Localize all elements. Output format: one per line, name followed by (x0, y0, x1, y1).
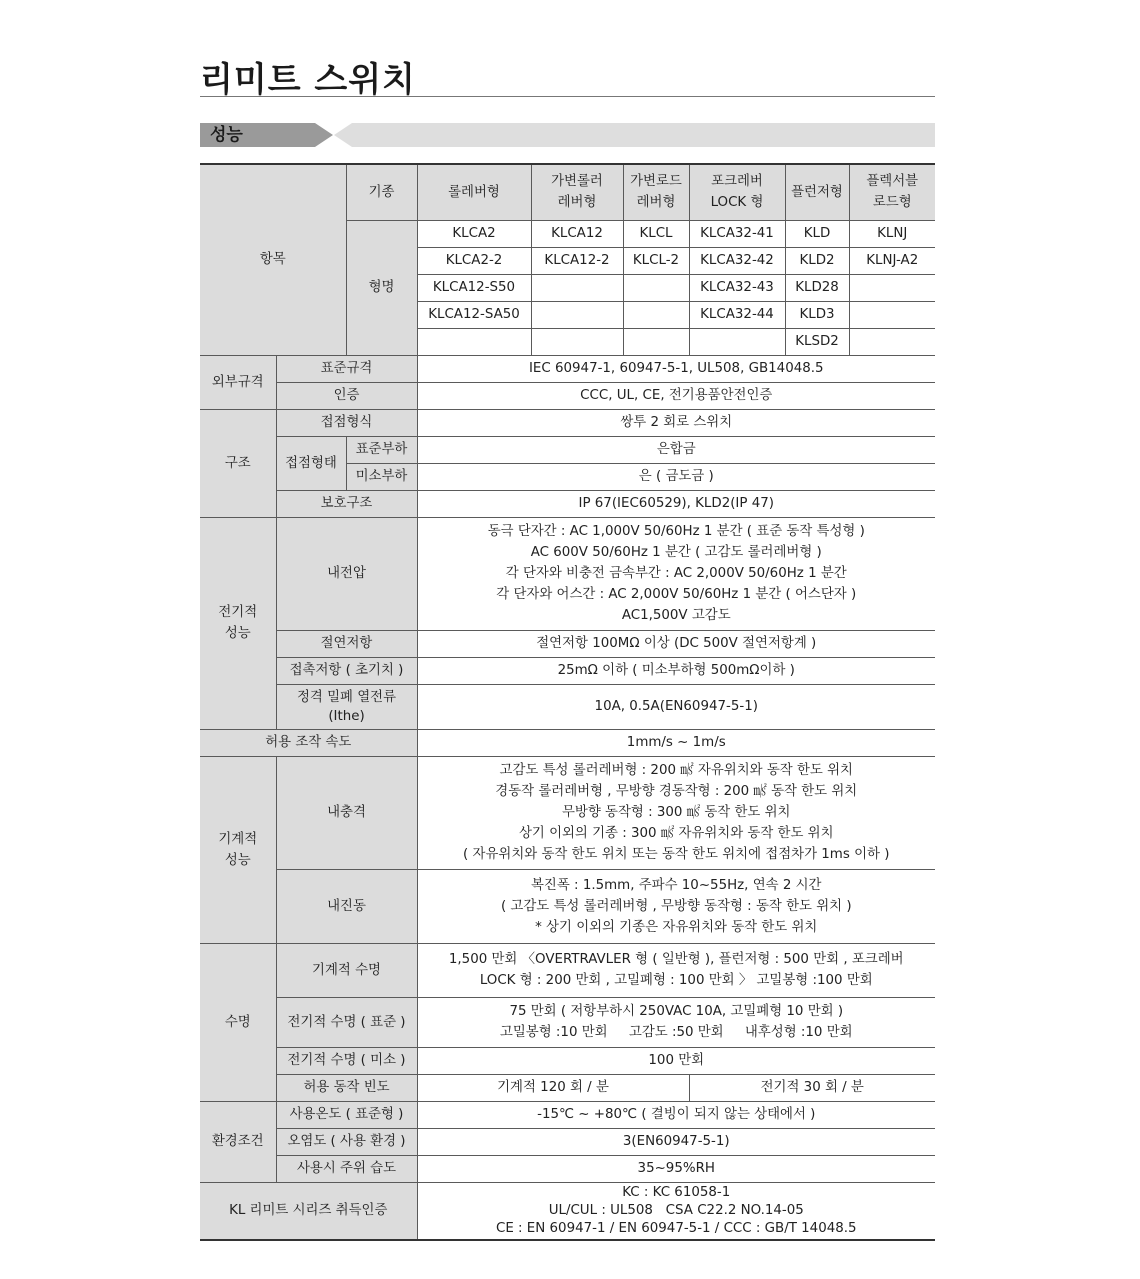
vibration-value (417, 869, 935, 943)
model-header: 형명 (346, 220, 417, 355)
contact-type-label: 접점형식 (276, 409, 417, 436)
section-title: 성능 (210, 125, 243, 145)
contact-form-label: 접점형태 (276, 436, 346, 490)
life-header: 수명 (200, 943, 276, 1101)
protection-label: 보호구조 (276, 490, 417, 517)
elec-life-std-line: 고밀봉형 :10 만회 고감도 :50 만회 내후성형 :10 만회 (499, 1025, 853, 1040)
cert-label: 인증 (276, 382, 417, 409)
model-cell: KLCA32-44 (689, 301, 785, 328)
elec-life-std-label: 전기적 수명 ( 표준 ) (276, 997, 417, 1047)
speed-label: 허용 조작 속도 (200, 729, 417, 756)
section-header-bar (200, 123, 935, 147)
shock-value (417, 756, 935, 869)
title-divider (200, 96, 935, 97)
thermal-value: 10A, 0.5A(EN60947-5-1) (417, 684, 935, 729)
model-cell (849, 274, 935, 301)
humidity-value: 35~95%RH (417, 1155, 935, 1182)
vibration-line: ( 고감도 특성 롤러레버형 , 무방향 동작형 : 동작 한도 위치 ) (500, 898, 852, 914)
certification-line: CE : EN 60947-1 / EN 60947-5-1 / CCC : GB/T 14048.5 (495, 1220, 857, 1236)
model-cell (689, 328, 785, 355)
model-cell (623, 301, 689, 328)
model-cell: KLCL (623, 220, 689, 247)
model-cell (623, 274, 689, 301)
model-cell: KLCA12-S50 (417, 274, 531, 301)
certification-value (417, 1182, 935, 1240)
type-header: 포크레버 LOCK 형 (689, 164, 785, 220)
withstand-line: 각 단자와 어스간 : AC 2,000V 50/60Hz 1 분간 ( 어스단자 ) (496, 587, 857, 602)
certification-label: KL 리미트 시리즈 취득인증 (200, 1182, 417, 1240)
item-header: 항목 (200, 164, 346, 355)
mech-life-line: LOCK 형 : 200 만회 , 고밀폐형 : 100 만회 〉 고밀봉형 :100 만회 (479, 973, 873, 988)
type-header: 플렉서블 로드형 (849, 164, 935, 220)
cert-value: CCC, UL, CE, 전기용품안전인증 (417, 382, 935, 409)
protection-value: IP 67(IEC60529), KLD2(IP 47) (417, 490, 935, 517)
type-header: 롤레버형 (417, 164, 531, 220)
std-load-value: 은합금 (417, 436, 935, 463)
temp-value: -15℃ ~ +80℃ ( 결빙이 되지 않는 상태에서 ) (417, 1101, 935, 1128)
kijong-header: 기종 (346, 164, 417, 220)
model-cell: KLCA2-2 (417, 247, 531, 274)
temp-label: 사용온도 ( 표준형 ) (276, 1101, 417, 1128)
elec-life-micro-value: 100 만회 (417, 1047, 935, 1074)
pollution-label: 오염도 ( 사용 환경 ) (276, 1128, 417, 1155)
model-cell (623, 328, 689, 355)
mech-life-line: 1,500 만회 〈OVERTRAVLER 형 ( 일반형 ), 플런저형 : 500 만회 , 포크레버 (448, 952, 904, 967)
vibration-line: 복진폭 : 1.5mm, 주파수 10~55Hz, 연속 2 시간 (531, 877, 822, 893)
withstand-line: 각 단자와 비충전 금속부간 : AC 2,000V 50/60Hz 1 분간 (505, 566, 847, 581)
withstand-line: AC 600V 50/60Hz 1 분간 ( 고감도 롤러레버형 ) (530, 545, 822, 560)
type-header: 가변롤러 레버형 (531, 164, 623, 220)
page-title: 리미트 스위치 (200, 60, 416, 100)
model-cell: KLD3 (785, 301, 849, 328)
model-cell (417, 328, 531, 355)
model-cell: KLSD2 (785, 328, 849, 355)
model-cell: KLD (785, 220, 849, 247)
model-cell (531, 301, 623, 328)
micro-load-label: 미소부하 (346, 463, 417, 490)
freq-elec-value: 전기적 30 회 / 분 (689, 1074, 935, 1101)
elec-life-std-value (417, 997, 935, 1047)
contact-res-value: 25mΩ 이하 ( 미소부하형 500mΩ이하 ) (417, 657, 935, 684)
certification-line: UL/CUL : UL508 CSA C22.2 NO.14-05 (548, 1202, 804, 1218)
mech-life-label: 기계적 수명 (276, 943, 417, 997)
mechanical-header: 기계적 성능 (200, 756, 276, 943)
humidity-label: 사용시 주위 습도 (276, 1155, 417, 1182)
model-cell (531, 274, 623, 301)
model-cell: KLCA32-41 (689, 220, 785, 247)
contact-type-value: 쌍투 2 회로 스위치 (417, 409, 935, 436)
section-header-graphic (200, 123, 935, 147)
model-cell: KLCA12 (531, 220, 623, 247)
model-cell: KLNJ-A2 (849, 247, 935, 274)
model-cell: KLD28 (785, 274, 849, 301)
vibration-label: 내진동 (276, 869, 417, 943)
model-cell: KLCL-2 (623, 247, 689, 274)
contact-res-label: 접촉저항 ( 초기치 ) (276, 657, 417, 684)
shock-line: ( 자유위치와 동작 한도 위치 또는 동작 한도 위치에 접점차가 1ms 이하 ) (463, 847, 890, 862)
spec-table (200, 163, 935, 1241)
withstand-value (417, 517, 935, 630)
external-spec-header: 외부규격 (200, 355, 276, 409)
mech-life-value (417, 943, 935, 997)
shock-label: 내충격 (276, 756, 417, 869)
thermal-label: 정격 밀폐 열전류 (Ithe) (276, 684, 417, 729)
model-cell: KLCA32-43 (689, 274, 785, 301)
model-cell: KLCA12-SA50 (417, 301, 531, 328)
certification-line: KC : KC 61058-1 (622, 1184, 731, 1200)
micro-load-value: 은 ( 금도금 ) (417, 463, 935, 490)
withstand-label: 내전압 (276, 517, 417, 630)
vibration-line: * 상기 이외의 기종은 자유위치와 동작 한도 위치 (535, 919, 818, 935)
standard-label: 표준규격 (276, 355, 417, 382)
elec-life-std-line: 75 만회 ( 저항부하시 250VAC 10A, 고밀폐형 10 만회 ) (509, 1004, 844, 1019)
standard-value: IEC 60947-1, 60947-5-1, UL508, GB14048.5 (417, 355, 935, 382)
shock-line: 무방향 동작형 : 300 ㎨ 동작 한도 위치 (562, 805, 791, 820)
electrical-header: 전기적 성능 (200, 517, 276, 729)
model-cell (849, 301, 935, 328)
structure-header: 구조 (200, 409, 276, 517)
model-cell: KLNJ (849, 220, 935, 247)
model-cell (849, 328, 935, 355)
model-cell: KLCA32-42 (689, 247, 785, 274)
speed-value: 1mm/s ~ 1m/s (417, 729, 935, 756)
pollution-value: 3(EN60947-5-1) (417, 1128, 935, 1155)
environment-header: 환경조건 (200, 1101, 276, 1182)
model-cell (531, 328, 623, 355)
std-load-label: 표준부하 (346, 436, 417, 463)
type-header: 가변로드 레버형 (623, 164, 689, 220)
insulation-label: 절연저항 (276, 630, 417, 657)
freq-label: 허용 동작 빈도 (276, 1074, 417, 1101)
shock-line: 경동작 롤러레버형 , 무방향 경동작형 : 200 ㎨ 동작 한도 위치 (495, 784, 858, 799)
withstand-line: 동극 단자간 : AC 1,000V 50/60Hz 1 분간 ( 표준 동작 특성형 ) (487, 524, 865, 539)
model-cell: KLCA2 (417, 220, 531, 247)
model-cell: KLD2 (785, 247, 849, 274)
model-cell: KLCA12-2 (531, 247, 623, 274)
type-header: 플런저형 (785, 164, 849, 220)
withstand-line: AC1,500V 고감도 (621, 608, 731, 623)
shock-line: 고감도 특성 롤러레버형 : 200 ㎨ 자유위치와 동작 한도 위치 (499, 763, 853, 778)
insulation-value: 절연저항 100MΩ 이상 (DC 500V 절연저항계 ) (417, 630, 935, 657)
freq-mech-value: 기계적 120 회 / 분 (417, 1074, 689, 1101)
elec-life-micro-label: 전기적 수명 ( 미소 ) (276, 1047, 417, 1074)
shock-line: 상기 이외의 기종 : 300 ㎨ 자유위치와 동작 한도 위치 (518, 826, 834, 841)
